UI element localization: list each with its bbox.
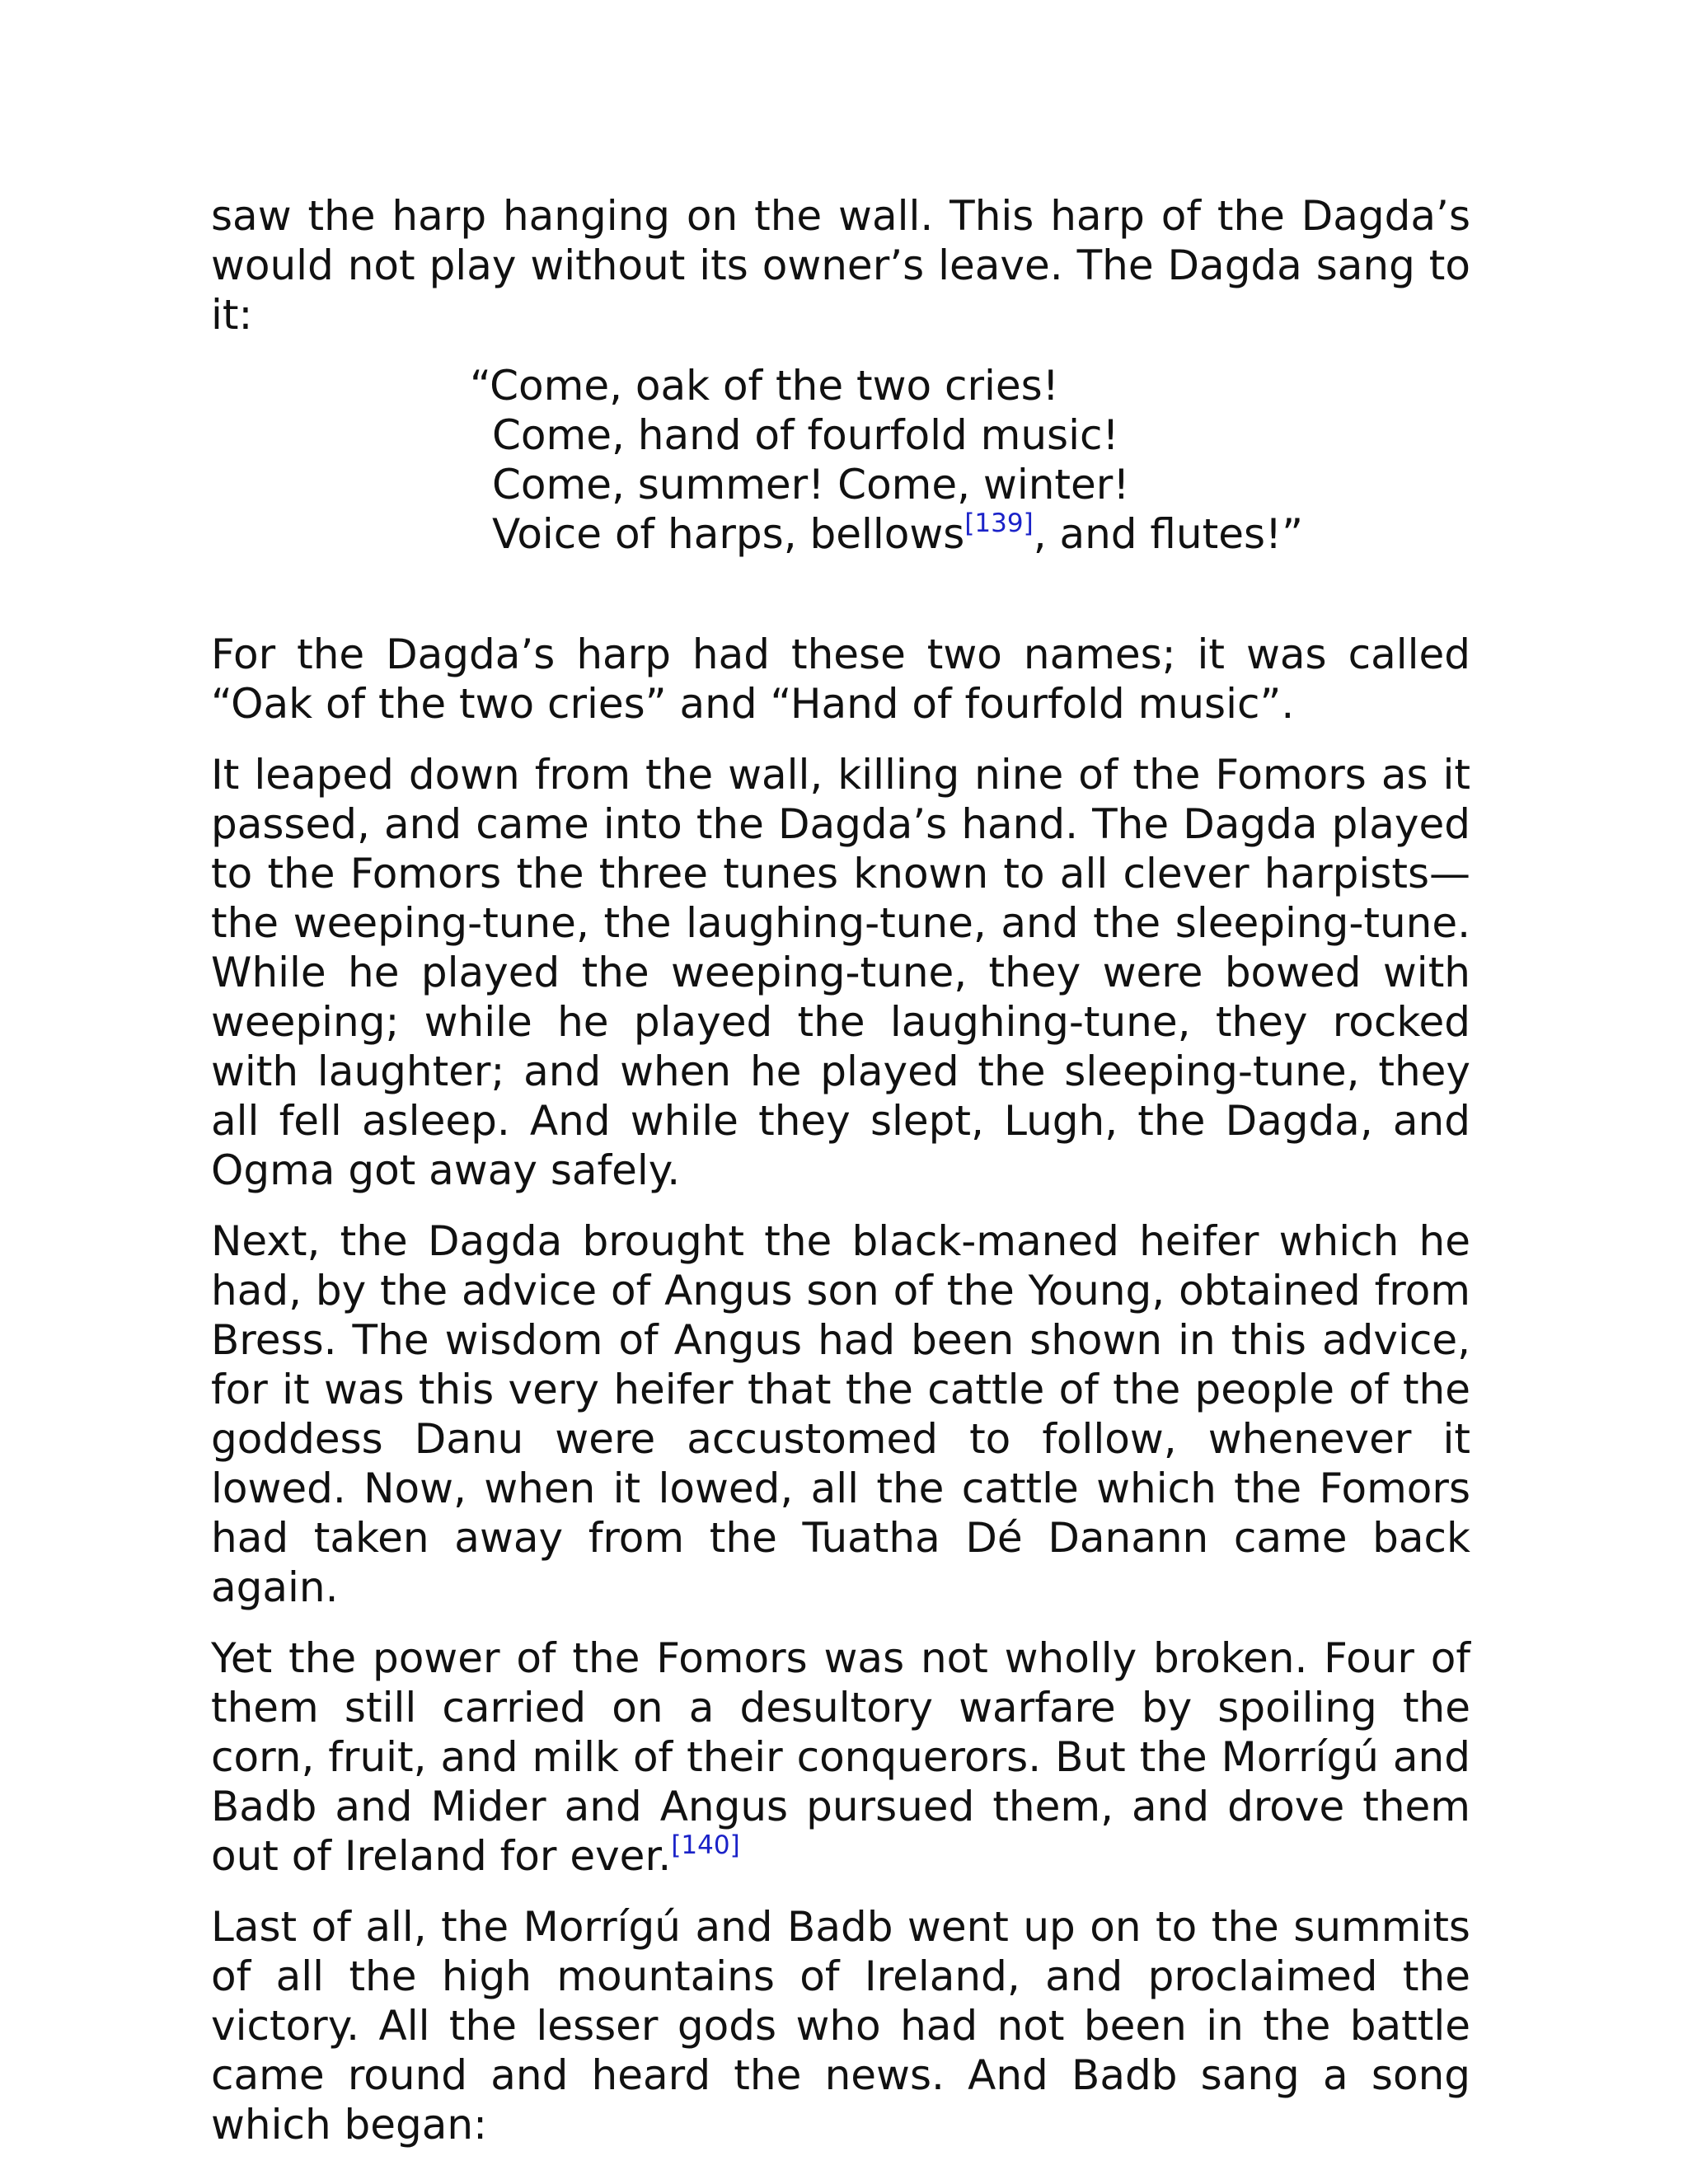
paragraph-fomors-driven-out [211,1633,1470,1881]
verse-block [470,361,1470,559]
paragraph-victory: Last of all, the Morrígú and Badb went up on to the summits of all the high mountains of Ireland, and proclaimed the victory. All the lesser gods who had not been in the battle came round and heard the news. And Badb sang a song which began: [211,1903,1470,2149]
verse-line-4-end: , and flutes!” [1033,510,1303,558]
paragraph-harp-tunes: It leaped down from the wall, killing nine of the Fomors as it passed, and came into the Dagda’s hand. The Dagda played to the Fomors the three tunes known to all clever harpists—the weeping-tune, the laughing-tune, and the sleeping-tune. While he played the weeping-tune, they were bowed with weeping; while he played the laughing-tune, they rocked with laughter; and when he played the sleeping-tune, they all fell asleep. And while they slept, Lugh, the Dagda, and Ogma got away safely. [211,751,1470,1194]
paragraph-heifer: Next, the Dagda brought the black-maned heifer which he had, by the advice of Angus son of the Young, obtained from Bress. The wisdom of Angus had been shown in this advice, for it was this very heifer that the cattle of the people of the goddess Danu were accustomed to follow, whenever it lowed. Now, when it lowed, all the cattle which the Fomors had taken away from the Tuatha Dé Danann came back again. [211,1217,1470,1611]
verse-line-2: Come, hand of fourfold music! [492,411,1119,459]
paragraph-harp-intro: saw the harp hanging on the wall. This harp of the Dagda’s would not play without its owner’s leave. The Dagda sang to it: [211,192,1470,339]
footnote-link-140[interactable]: [140] [671,1830,740,1860]
verse-line-4 [470,509,1470,559]
paragraph-fomors-text: Yet the power of the Fomors was not wholly broken. Four of them still carried on a desultory warfare by spoiling the corn, fruit, and milk of their conquerors. But the Morrígú and Badb and Mider and Angus pursued them, and drove them out of Ireland for ever. [211,1634,1470,1880]
verse-line-4-start: Voice of harps, bellows [492,510,965,558]
footnote-link-139[interactable]: [139] [964,509,1034,538]
paragraph-harp-names: For the Dagda’s harp had these two names; it was called “Oak of the two cries” and “Hand of fourfold music”. [211,630,1470,728]
verse-line-1: “Come, oak of the two cries! [470,362,1059,410]
page-body [211,191,1470,2171]
verse-line-3: Come, summer! Come, winter! [492,461,1130,509]
